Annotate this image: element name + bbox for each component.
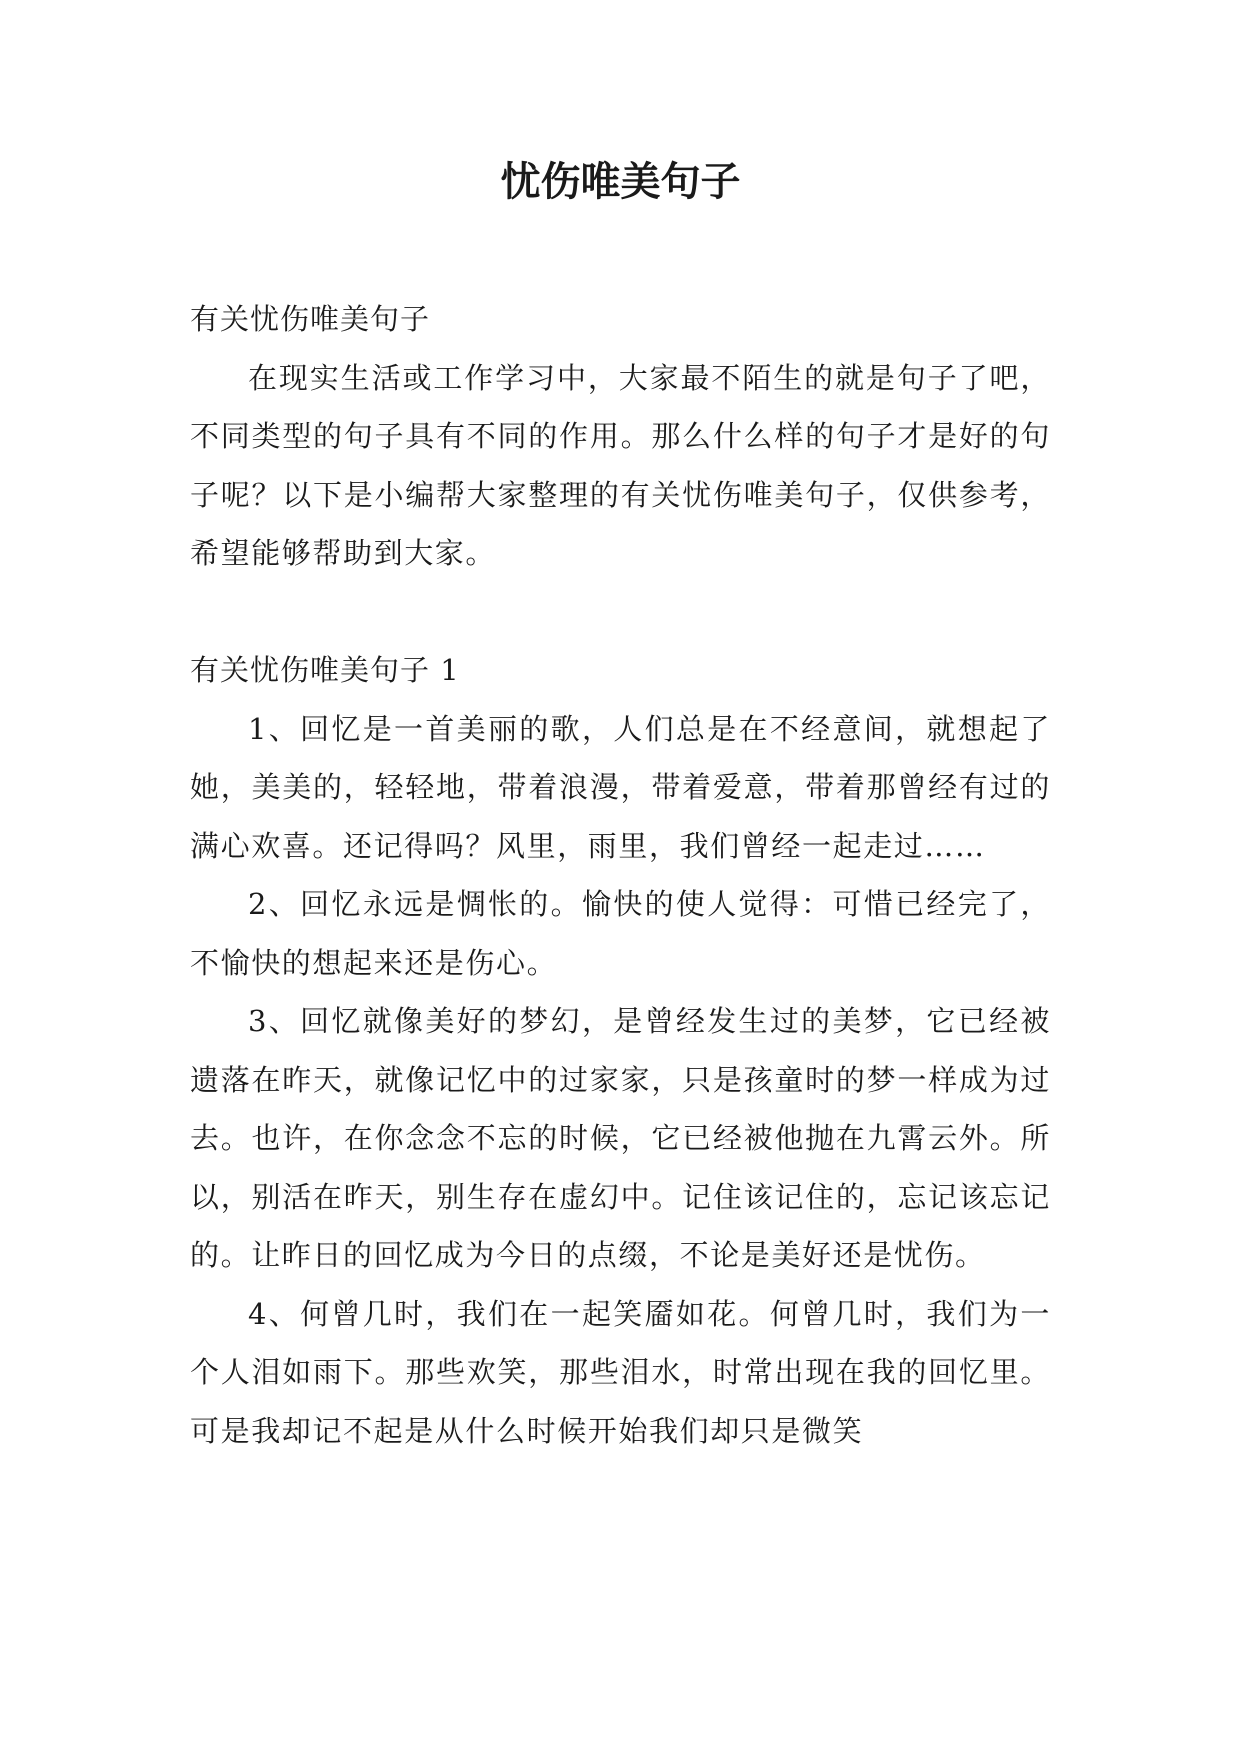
list-item: 4、何曾几时，我们在一起笑靥如花。何曾几时，我们为一个人泪如雨下。那些欢笑，那些泪水，时常出现在我的回忆里。可是我却记不起是从什么时候开始我们却只是微笑 [190, 1296, 1051, 1448]
subtitle: 有关忧伤唯美句子 [190, 302, 431, 336]
list-item: 1、回忆是一首美丽的歌，人们总是在不经意间，就想起了她，美美的，轻轻地，带着浪漫，带着爱意，带着那曾经有过的满心欢喜。还记得吗？风里，雨里，我们曾经一起走过…… [190, 711, 1051, 863]
paragraph-spacer [190, 583, 1051, 642]
list-item: 3、回忆就像美好的梦幻，是曾经发生过的美梦，它已经被遗落在昨天，就像记忆中的过家家，只是孩童时的梦一样成为过去。也许，在你念念不忘的时候，它已经被他抛在九霄云外。所以，别活在昨天，别生存在虚幻中。记住该记住的，忘记该忘记的。让昨日的回忆成为今日的点缀，不论是美好还是忧伤。 [190, 1004, 1051, 1272]
section-heading: 有关忧伤唯美句子 1 [190, 653, 460, 687]
document-body [190, 290, 1051, 1460]
intro-paragraph: 在现实生活或工作学习中，大家最不陌生的就是句子了吧，不同类型的句子具有不同的作用。那么什么样的句子才是好的句子呢？以下是小编帮大家整理的有关忧伤唯美句子，仅供参考，希望能够帮助到大家。 [190, 360, 1051, 570]
document-title: 忧伤唯美句子 [500, 159, 741, 205]
document-page [190, 0, 1051, 1754]
list-item: 2、回忆永远是惆怅的。愉快的使人觉得：可惜已经完了，不愉快的想起来还是伤心。 [190, 887, 1051, 980]
